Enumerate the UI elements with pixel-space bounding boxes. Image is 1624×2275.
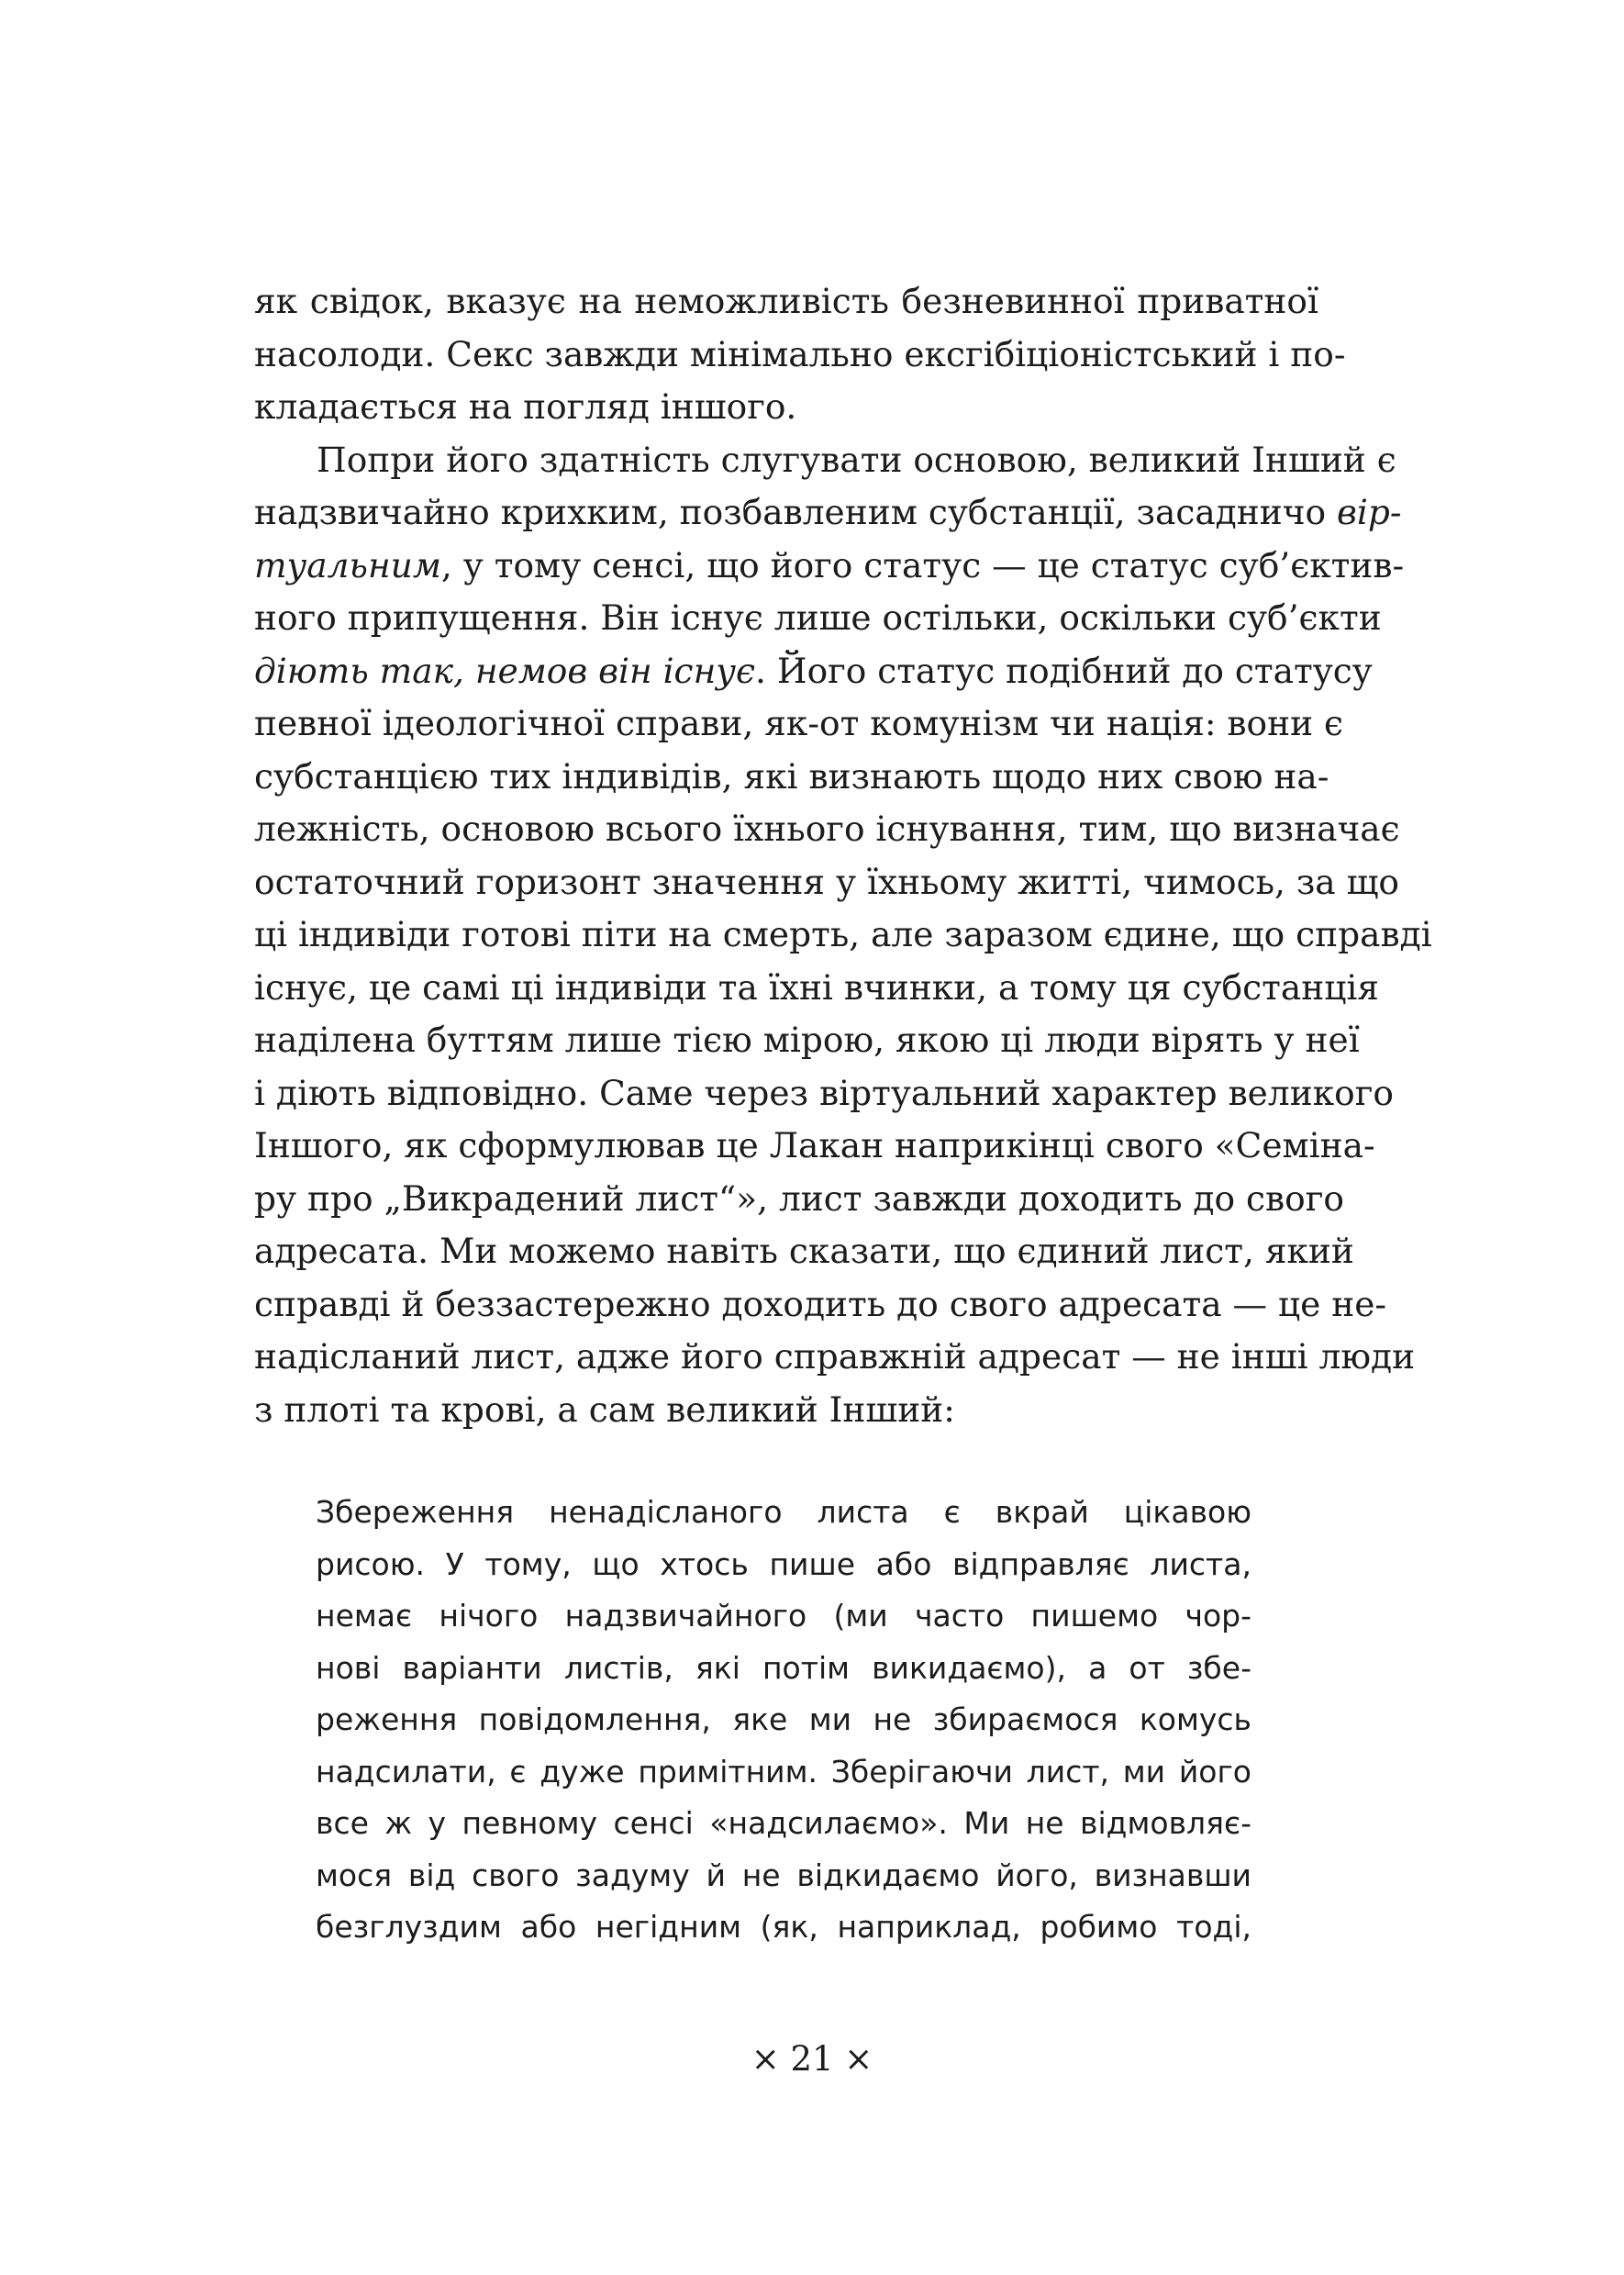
body-line-18: ру про „Викрадений лист“», лист завжди доходить до свого xyxy=(254,1177,1344,1219)
body-line-2: насолоди. Секс завжди мінімально ексгібіціоністський і по- xyxy=(254,333,1346,374)
quote-line-8: мося від свого задуму й не відкидаємо його, визнавши xyxy=(316,1857,1251,1893)
body-line-16: і діють відповідно. Саме через віртуальний характер великого xyxy=(254,1072,1394,1113)
body-line-21: надісланий лист, адже його справжній адресат — не інші люди xyxy=(254,1336,1416,1377)
quote-line-6: надсилати, є дуже примітним. Зберігаючи лист, ми його xyxy=(316,1753,1251,1790)
body-line-17: Іншого, як сформулював це Лакан наприкінці свого «Семіна- xyxy=(254,1125,1375,1165)
body-line-1: як свідок, вказує на неможливість безневинної приватної xyxy=(254,281,1318,321)
body-line-13: ці індивіди готові піти на смерть, але заразом єдине, що справді xyxy=(254,914,1432,954)
quote-line-7: все ж у певному сенсі «надсилаємо». Ми не відмовляє- xyxy=(316,1805,1251,1841)
body-line-8-roman: . Його статус подібний до статусу xyxy=(755,650,1373,691)
body-line-4: Попри його здатність слугувати основою, великий Інший є xyxy=(317,439,1396,480)
body-line-9: певної ідеологічної справи, як-от комунізм чи нація: вони є xyxy=(254,703,1344,743)
block-quote xyxy=(316,1487,1251,1954)
body-line-12: остаточний горизонт значення у їхньому житті, чимось, за що xyxy=(254,861,1400,902)
quote-line-1: Збереження ненадісланого листа є вкрай цікавою xyxy=(316,1494,1251,1530)
page-number: × 21 × xyxy=(751,2039,873,2079)
quote-line-3: немає нічого надзвичайного (ми часто пишемо чор- xyxy=(316,1598,1251,1634)
body-line-7: ного припущення. Він існує лише остільки, оскільки суб’єкти xyxy=(254,597,1382,638)
body-line-5 xyxy=(254,486,1402,540)
body-text xyxy=(254,275,1432,1436)
body-line-5-roman: надзвичайно крихким, позбавленим субстанції, засадничо xyxy=(254,492,1338,532)
body-line-11: лежність, основою всього їхнього існування, тим, що визначає xyxy=(254,809,1400,849)
quote-line-5: реження повідомлення, яке ми не збираємося комусь xyxy=(316,1701,1251,1737)
body-line-8-italic: діють так, немов він існує xyxy=(254,650,756,691)
body-line-19: адресата. Ми можемо навіть сказати, що єдиний лист, який xyxy=(254,1231,1354,1271)
body-line-6-roman: , у тому сенсі, що його статус — це статус суб’єктив- xyxy=(440,544,1405,585)
body-line-15: наділена буттям лише тією мірою, якою ці люди вірять у неї xyxy=(254,1020,1360,1060)
body-line-5-italic: вір- xyxy=(1337,492,1402,532)
body-line-14: існує, це самі ці індивіди та їхні вчинки, а тому ця субстанція xyxy=(254,966,1379,1008)
body-line-6 xyxy=(254,540,1405,593)
body-line-6-italic: туальним xyxy=(254,544,441,585)
body-line-3: кладається на погляд іншого. xyxy=(254,386,797,427)
quote-line-9: безглуздим або негідним (як, наприклад, робимо тоді, xyxy=(316,1909,1251,1945)
body-line-22: з плоті та крові, а сам великий Інший: xyxy=(254,1388,955,1430)
body-line-20: справді й беззастережно доходить до свого адресата — це не- xyxy=(254,1283,1387,1324)
body-line-10: субстанцією тих індивідів, які визнають щодо них свою на- xyxy=(254,755,1329,797)
quote-line-4: нові варіанти листів, які потім викидаємо), а от збе- xyxy=(316,1649,1251,1686)
body-line-8 xyxy=(254,645,1373,698)
quote-line-2: рисою. У тому, що хтось пише або відправляє листа, xyxy=(316,1545,1251,1582)
